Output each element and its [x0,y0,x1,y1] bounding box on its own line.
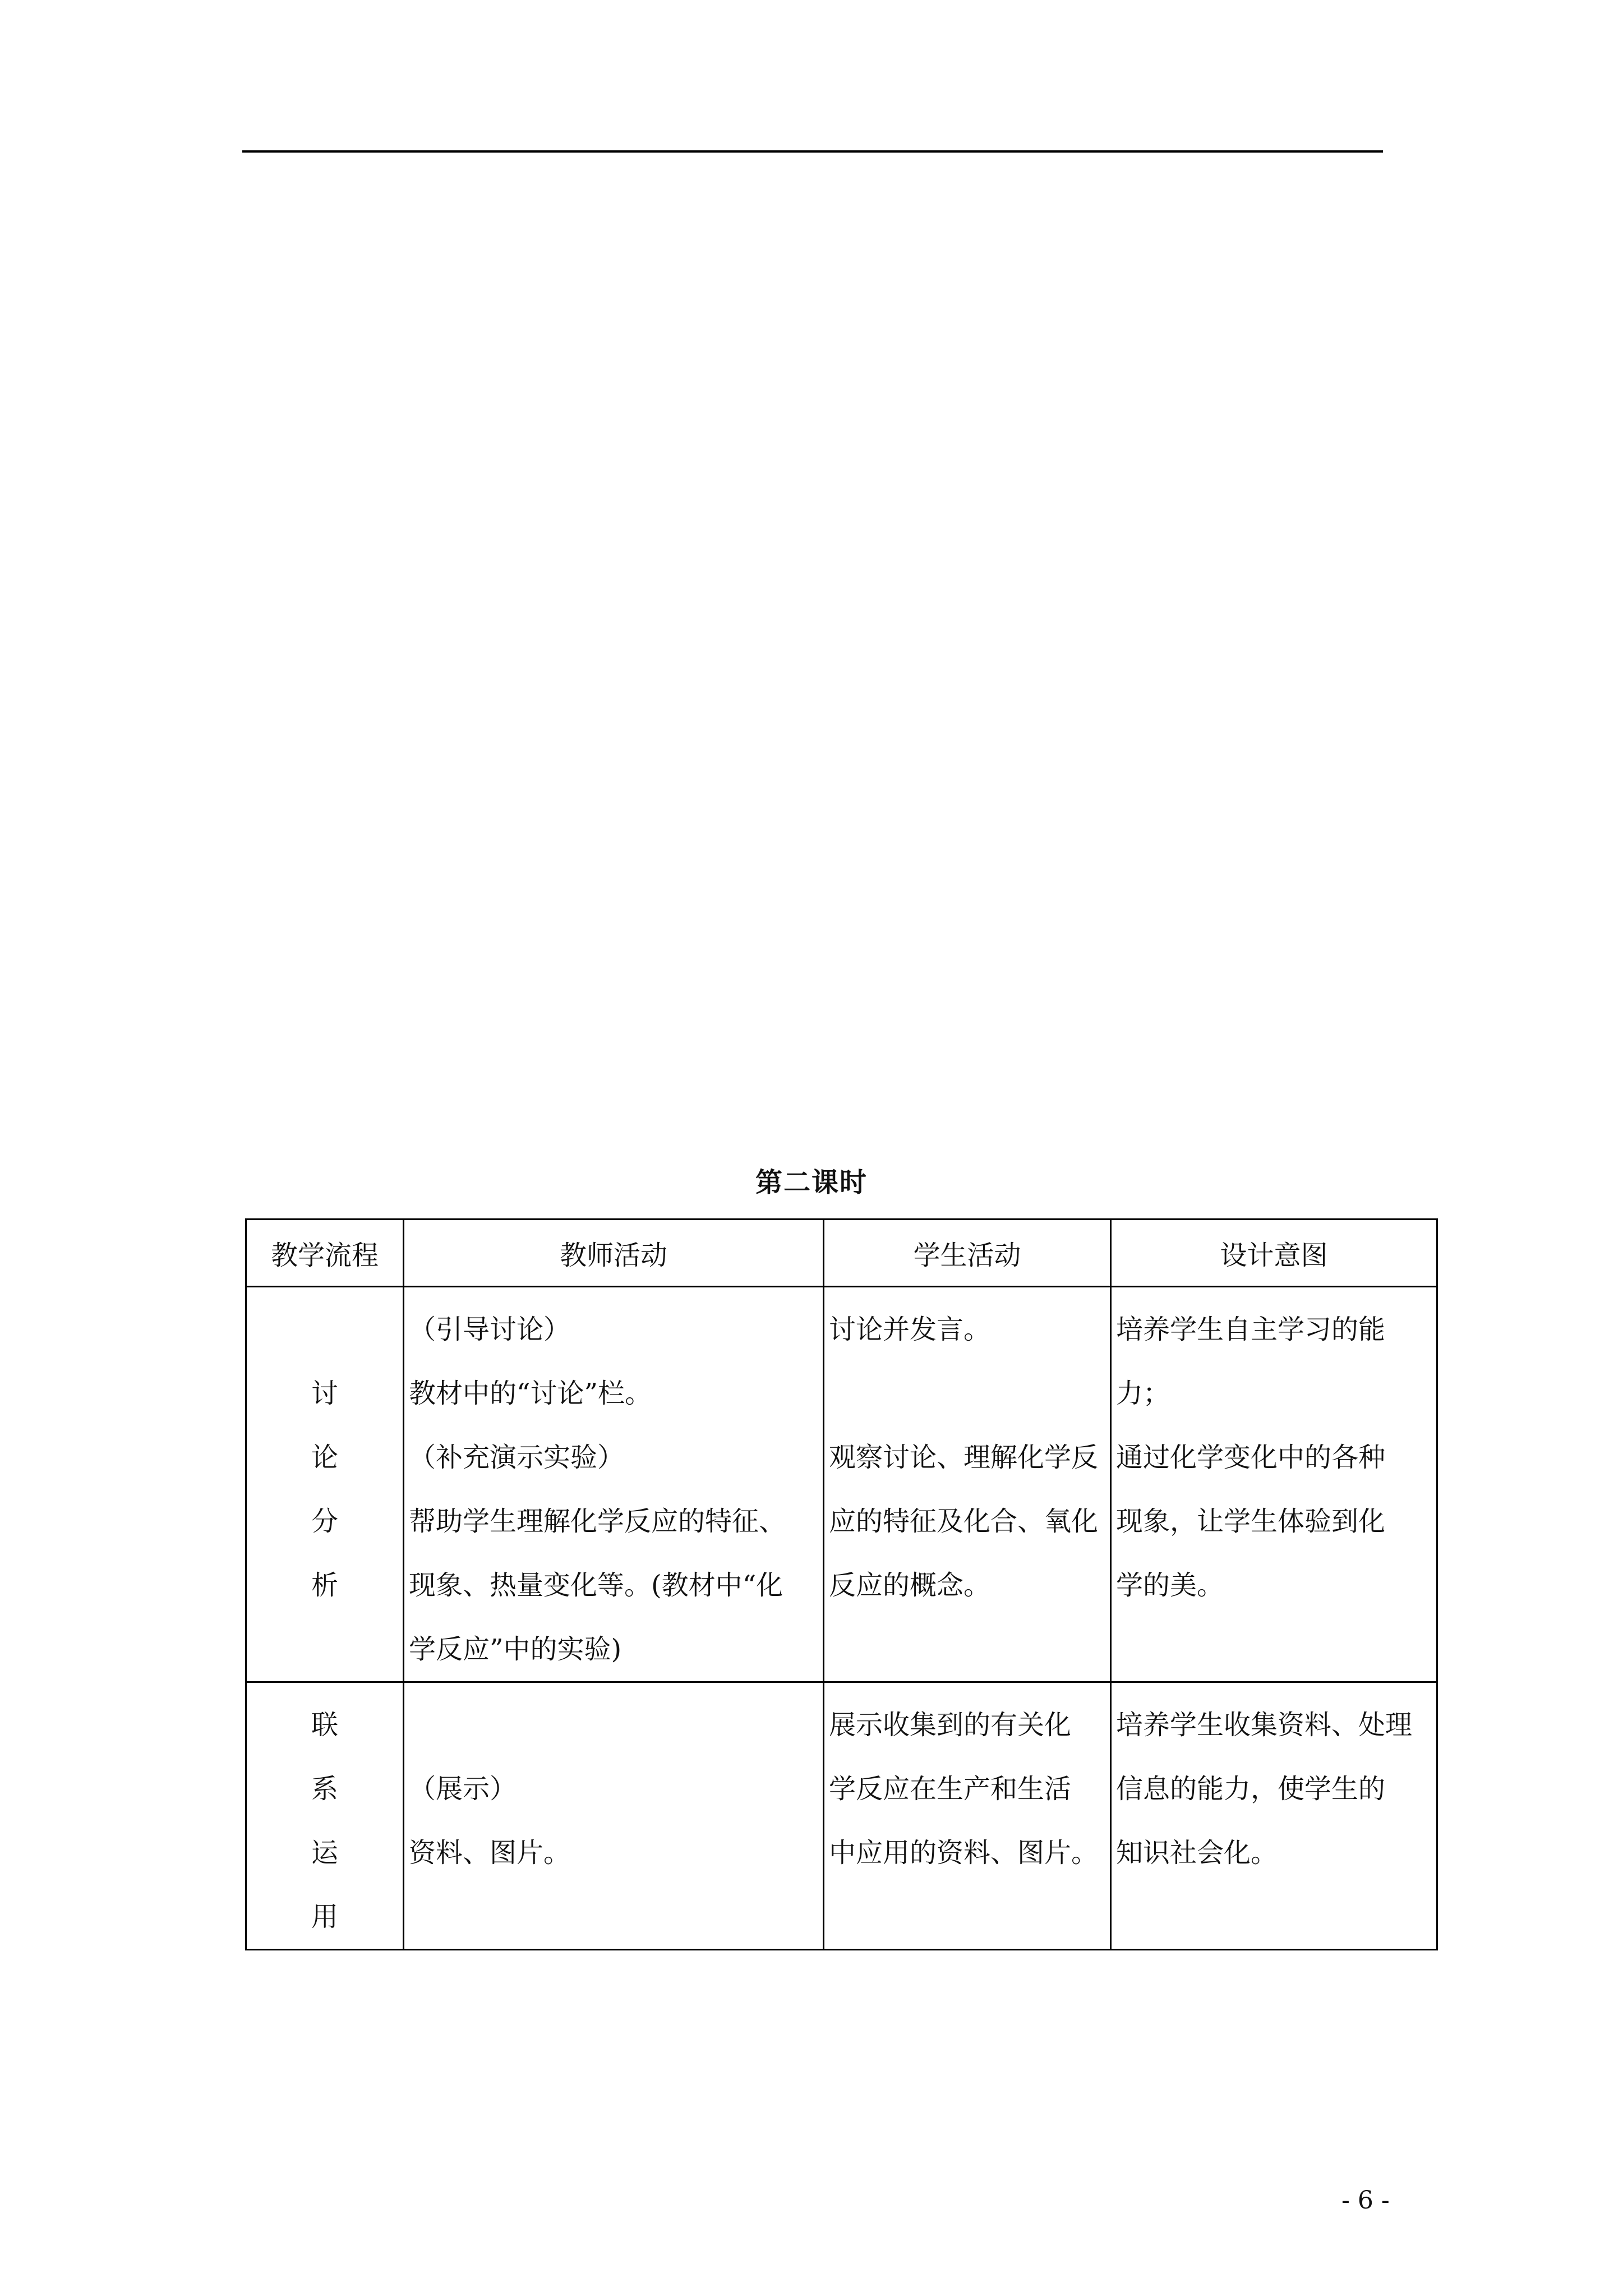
text-line: 资料、图片。 [409,1837,571,1869]
text-line: 现象，让学生体验到化 [1116,1506,1386,1537]
text-line: 反应的概念。 [829,1570,991,1601]
stage-char: 讨 [311,1378,338,1409]
lesson-table [245,1218,1438,1950]
teacher-activity-cell [404,1287,824,1682]
stage-char: 论 [311,1442,338,1473]
stage-char: 用 [311,1901,338,1932]
text-line: 讨论并发言。 [829,1314,991,1345]
text-line: 学的美。 [1116,1570,1224,1601]
text-line [409,1693,818,1757]
page-number: - 6 - [1341,2186,1390,2215]
text-line: 培养学生自主学习的能 [1116,1314,1386,1345]
stage-char: 联 [311,1709,338,1741]
text-line: 教材中的“讨论”栏。 [409,1378,652,1409]
section-title: 第二课时 [755,1167,868,1198]
student-activity-cell [824,1682,1111,1950]
student-activity-cell [824,1287,1111,1682]
text-line: 帮助学生理解化学反应的特征、 [409,1506,786,1537]
stage-cell [246,1682,404,1950]
text-line: 信息的能力，使学生的 [1116,1773,1386,1805]
text-line: 现象、热量变化等。(教材中“化 [409,1570,783,1601]
teacher-activity-cell [404,1682,824,1950]
stage-char: 运 [311,1837,338,1869]
design-intent-cell [1111,1287,1437,1682]
text-line: 通过化学变化中的各种 [1116,1442,1386,1473]
text-line: 力； [1116,1378,1170,1409]
header-intent: 设计意图 [1111,1220,1437,1287]
table-row [246,1287,1437,1682]
text-line: （引导讨论） [409,1314,571,1345]
stage-char: 析 [311,1570,338,1601]
header-student: 学生活动 [824,1220,1111,1287]
text-line: 观察讨论、理解化学反 [829,1442,1099,1473]
text-line: （展示） [409,1773,517,1805]
header-teacher: 教师活动 [404,1220,824,1287]
text-line: （补充演示实验） [409,1442,625,1473]
table-header-row [246,1220,1437,1287]
text-line: 中应用的资料、图片。 [829,1837,1099,1869]
table-row [246,1682,1437,1950]
stage-cell [246,1287,404,1682]
text-line: 学反应”中的实验) [409,1634,622,1665]
header-stage: 教学流程 [246,1220,404,1287]
header-rule [242,150,1383,153]
text-line: 学反应在生产和生活 [829,1773,1072,1805]
text-line [829,1361,1105,1425]
text-line: 培养学生收集资料、处理 [1116,1709,1413,1741]
text-line: 知识社会化。 [1116,1837,1278,1869]
stage-char: 分 [311,1506,338,1537]
stage-char: 系 [311,1773,338,1805]
text-line: 展示收集到的有关化 [829,1709,1072,1741]
design-intent-cell [1111,1682,1437,1950]
text-line: 应的特征及化合、氧化 [829,1506,1099,1537]
